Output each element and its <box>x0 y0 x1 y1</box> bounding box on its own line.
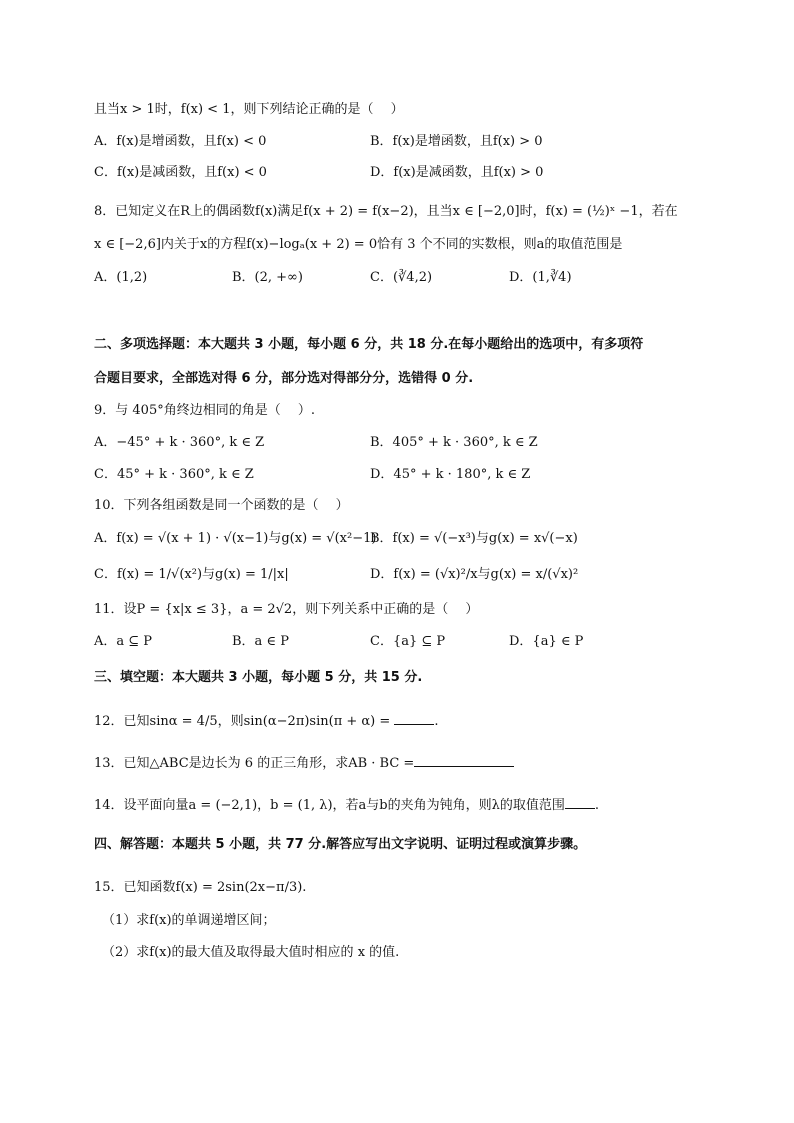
q8-option-d: D．(1,∛4) <box>509 270 572 285</box>
q9-option-d: D．45° + k · 180°, k ∈ Z <box>370 467 531 482</box>
q7-option-d: D．f(x)是减函数，且f(x) > 0 <box>370 165 544 180</box>
q7-condition: 且当x > 1时，f(x) < 1，则下列结论正确的是（ ） <box>94 102 404 117</box>
section2-heading-line2: 合题目要求，全部选对得 6 分，部分选对得部分分，选错得 0 分. <box>94 371 474 386</box>
q12-answer-blank[interactable] <box>394 710 434 725</box>
q14: 14．设平面向量a = (−2,1)，b = (1, λ)，若a与b的夹角为钝角，则λ的取值范围 . <box>94 794 599 815</box>
q11-option-b: B．a ∈ P <box>232 634 289 649</box>
q9-option-a: A．−45° + k · 360°, k ∈ Z <box>94 435 265 450</box>
q10-option-a: A．f(x) = √(x + 1) · √(x−1)与g(x) = √(x²−1) <box>94 531 377 546</box>
q15-part1: （1）求f(x)的单调递增区间； <box>102 913 276 928</box>
q9-option-c: C．45° + k · 360°, k ∈ Z <box>94 467 254 482</box>
q10-option-d: D．f(x) = (√x)²/x与g(x) = x/(√x)² <box>370 567 579 582</box>
q8-option-b: B．(2, +∞) <box>232 270 303 285</box>
q15-stem: 15．已知函数f(x) = 2sin(2x−π/3). <box>94 880 307 895</box>
q10-option-c: C．f(x) = 1/√(x²)与g(x) = 1/|x| <box>94 567 289 582</box>
q8-stem-line2: x ∈ [−2,6]内关于x的方程f(x)−logₐ(x + 2) = 0恰有 3 个不同的实数根，则a的取值范围是 <box>94 237 623 252</box>
q13 <box>94 752 514 773</box>
q10-stem: 10．下列各组函数是同一个函数的是（ ） <box>94 498 349 513</box>
q15-part2: （2）求f(x)的最大值及取得最大值时相应的 x 的值. <box>102 945 400 960</box>
q11-option-d: D．{a} ∈ P <box>509 634 584 649</box>
section2-heading-line1: 二、多项选择题：本大题共 3 小题，每小题 6 分，共 18 分.在每小题给出的选项中，有多项符 <box>94 337 644 352</box>
q10-option-b: B．f(x) = √(−x³)与g(x) = x√(−x) <box>370 531 578 546</box>
q7-option-b: B．f(x)是增函数，且f(x) > 0 <box>370 134 543 149</box>
q8-stem-line1: 8．已知定义在R上的偶函数f(x)满足f(x + 2) = f(x−2)，且当x ∈ [−2,0]时，f(x) = (½)ˣ −1，若在 <box>94 204 678 219</box>
q11-option-a: A．a ⊆ P <box>94 634 153 649</box>
section4-heading: 四、解答题：本题共 5 小题，共 77 分.解答应写出文字说明、证明过程或演算步骤。 <box>94 837 587 852</box>
q14-answer-blank[interactable] <box>565 794 595 809</box>
q8-option-a: A．(1,2) <box>94 270 148 285</box>
q9-stem: 9．与 405°角终边相同的角是（ ）. <box>94 403 315 418</box>
q12-text: 12．已知sinα = 4/5，则sin(α−2π)sin(π + α) = <box>94 714 395 729</box>
q13-text: 13．已知△ABC是边长为 6 的正三角形，求AB · BC = <box>94 756 415 771</box>
section3-heading: 三、填空题：本大题共 3 小题，每小题 5 分，共 15 分. <box>94 670 423 685</box>
q7-option-c: C．f(x)是减函数，且f(x) < 0 <box>94 165 267 180</box>
q7-option-a: A．f(x)是增函数，且f(x) < 0 <box>94 134 267 149</box>
q9-option-b: B．405° + k · 360°, k ∈ Z <box>370 435 538 450</box>
q11-stem: 11．设P = {x|x ≤ 3}，a = 2√2，则下列关系中正确的是（ ） <box>94 602 479 617</box>
q14-text: 14．设平面向量a = (−2,1)，b = (1, λ)，若a与b的夹角为钝角，则λ的取值范围 <box>94 798 565 813</box>
q13-answer-blank[interactable] <box>414 752 514 767</box>
q11-option-c: C．{a} ⊆ P <box>370 634 446 649</box>
q8-option-c: C．(∛4,2) <box>370 270 433 285</box>
q12: 12．已知sinα = 4/5，则sin(α−2π)sin(π + α) = . <box>94 710 439 731</box>
